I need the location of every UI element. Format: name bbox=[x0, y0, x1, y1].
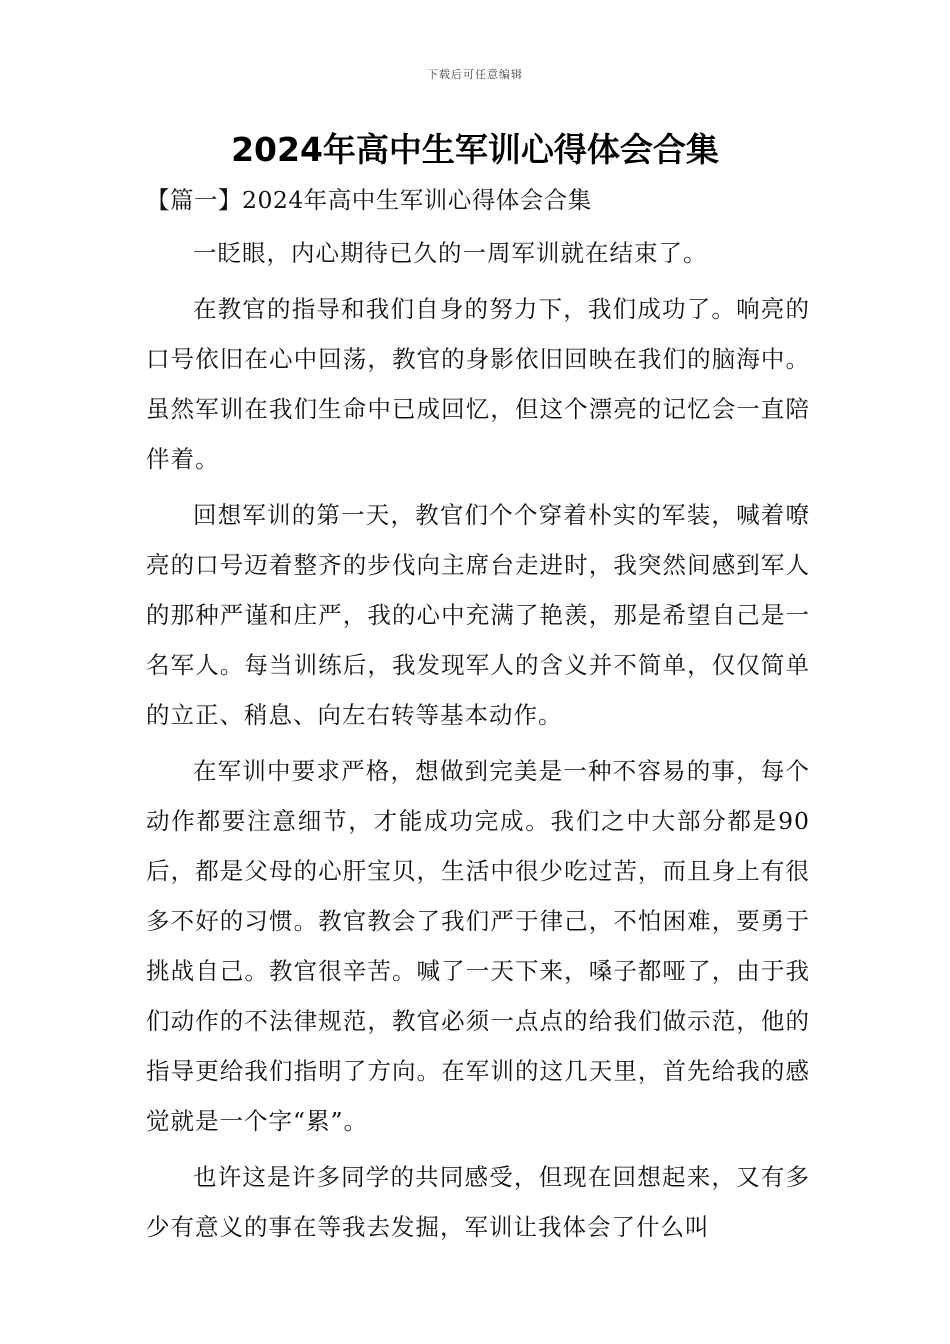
paragraph-2: 在教官的指导和我们自身的努力下，我们成功了。响亮的口号依旧在心中回荡，教官的身影依旧回映在我们的脑海中。虽然军训在我们生命中已成回忆，但这个漂亮的记忆会一直陪伴着。 bbox=[146, 295, 810, 473]
paragraph-4: 在军训中要求严格，想做到完美是一种不容易的事，每个动作都要注意细节，才能成功完成。我们之中大部分都是90后，都是父母的心肝宝贝，生活中很少吃过苦，而且身上有很多不好的习惯。教官教会了我们严于律己，不怕困难，要勇于挑战自己。教官很辛苦。喊了一天下来，嗓子都哑了，由于我们动作的不法律规范，教官必须一点点的给我们做示范，他的指导更给我们指明了方向。在军训的这几天里，首先给我的感觉就是一个字“累”。 bbox=[146, 757, 810, 1135]
paragraph-1: 一眨眼，内心期待已久的一周军训就在结束了。 bbox=[193, 239, 708, 267]
header-note: 下载后可任意编辑 bbox=[427, 68, 523, 81]
section-heading: 【篇一】2024年高中生军训心得体会合集 bbox=[146, 186, 592, 214]
paragraph-5: 也许这是许多同学的共同感受，但现在回想起来，又有多少有意义的事在等我去发掘，军训让我体会了什么叫 bbox=[146, 1163, 810, 1241]
document-body bbox=[146, 178, 810, 1252]
document-title: 2024年高中生军训心得体会合集 bbox=[231, 130, 719, 169]
paragraph-3: 回想军训的第一天，教官们个个穿着朴实的军装，喊着嘹亮的口号迈着整齐的步伐向主席台走进时，我突然间感到军人的那种严谨和庄严，我的心中充满了艳羡，那是希望自己是一名军人。每当训练后，我发现军人的含义并不简单，仅仅简单的立正、稍息、向左右转等基本动作。 bbox=[146, 501, 810, 729]
